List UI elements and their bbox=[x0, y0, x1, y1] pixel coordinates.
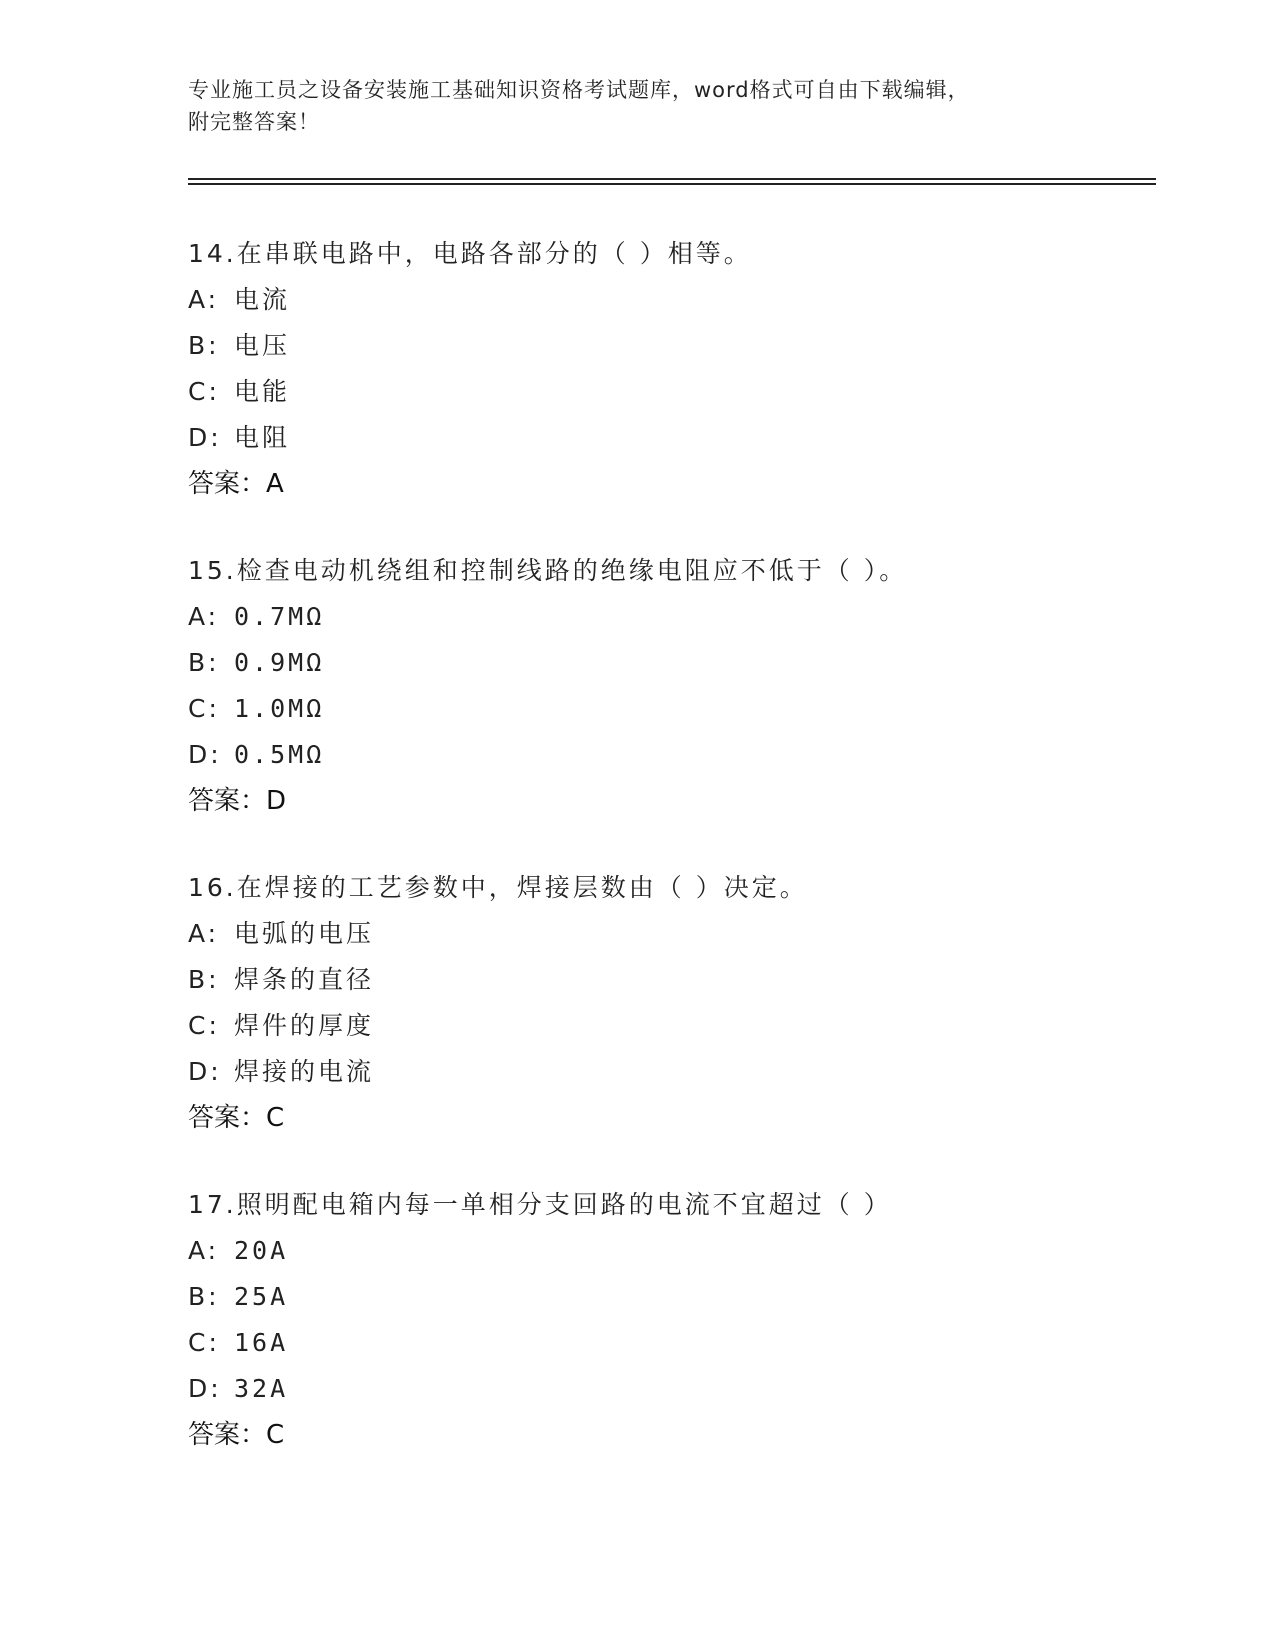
option-c bbox=[188, 1011, 1148, 1057]
option-text: 电压 bbox=[234, 331, 291, 360]
option-a bbox=[188, 285, 1148, 331]
option-b bbox=[188, 965, 1148, 1011]
option-letter: D: bbox=[188, 740, 222, 769]
option-text: 1.0MΩ bbox=[234, 694, 325, 723]
option-b bbox=[188, 648, 1148, 694]
option-text: 电阻 bbox=[234, 423, 291, 452]
option-letter: C: bbox=[188, 1011, 220, 1040]
option-text: 0.7MΩ bbox=[234, 602, 325, 631]
question-17 bbox=[188, 1190, 1148, 1466]
option-c bbox=[188, 1328, 1148, 1374]
option-letter: B: bbox=[188, 965, 220, 994]
option-a bbox=[188, 919, 1148, 965]
option-b bbox=[188, 331, 1148, 377]
option-text: 电弧的电压 bbox=[234, 919, 375, 948]
option-letter: A: bbox=[188, 285, 220, 314]
option-a bbox=[188, 1236, 1148, 1282]
option-text: 20A bbox=[234, 1236, 289, 1265]
option-text: 25A bbox=[234, 1282, 289, 1311]
option-c bbox=[188, 694, 1148, 740]
option-letter: D: bbox=[188, 1057, 222, 1086]
option-a bbox=[188, 602, 1148, 648]
option-text: 焊条的直径 bbox=[234, 965, 375, 994]
header-line-1: 专业施工员之设备安装施工基础知识资格考试题库，word格式可自由下载编辑， bbox=[188, 78, 970, 102]
option-letter: B: bbox=[188, 648, 220, 677]
option-d bbox=[188, 1057, 1148, 1103]
option-letter: A: bbox=[188, 602, 220, 631]
option-text: 电能 bbox=[234, 377, 291, 406]
option-c bbox=[188, 377, 1148, 423]
option-text: 电流 bbox=[234, 285, 291, 314]
header-divider-top bbox=[188, 178, 1156, 180]
option-letter: D: bbox=[188, 1374, 222, 1403]
option-letter: C: bbox=[188, 694, 220, 723]
option-d bbox=[188, 740, 1148, 786]
option-letter: A: bbox=[188, 919, 220, 948]
option-d bbox=[188, 423, 1148, 469]
document-header bbox=[188, 74, 1088, 138]
option-text: 32A bbox=[234, 1374, 289, 1403]
question-stem: 16.在焊接的工艺参数中，焊接层数由（ ）决定。 bbox=[188, 873, 808, 902]
option-text: 焊接的电流 bbox=[234, 1057, 375, 1086]
option-letter: C: bbox=[188, 377, 220, 406]
option-text: 0.9MΩ bbox=[234, 648, 325, 677]
option-text: 焊件的厚度 bbox=[234, 1011, 375, 1040]
option-letter: D: bbox=[188, 423, 222, 452]
answer-line: 答案：D bbox=[188, 786, 287, 816]
option-text: 0.5MΩ bbox=[234, 740, 325, 769]
header-divider-bottom bbox=[188, 183, 1156, 185]
answer-line: 答案：C bbox=[188, 1103, 285, 1133]
header-line-2: 附完整答案！ bbox=[188, 110, 320, 134]
question-16 bbox=[188, 873, 1148, 1149]
question-15 bbox=[188, 556, 1148, 832]
option-letter: B: bbox=[188, 1282, 220, 1311]
question-stem: 14.在串联电路中，电路各部分的（ ）相等。 bbox=[188, 239, 752, 268]
option-letter: A: bbox=[188, 1236, 220, 1265]
answer-line: 答案：A bbox=[188, 469, 284, 499]
option-d bbox=[188, 1374, 1148, 1420]
question-stem: 15.检查电动机绕组和控制线路的绝缘电阻应不低于（ ）。 bbox=[188, 556, 908, 585]
option-text: 16A bbox=[234, 1328, 289, 1357]
option-b bbox=[188, 1282, 1148, 1328]
question-stem: 17.照明配电箱内每一单相分支回路的电流不宜超过（ ） bbox=[188, 1190, 892, 1219]
option-letter: C: bbox=[188, 1328, 220, 1357]
answer-line: 答案：C bbox=[188, 1420, 285, 1450]
question-14 bbox=[188, 239, 1148, 515]
option-letter: B: bbox=[188, 331, 220, 360]
